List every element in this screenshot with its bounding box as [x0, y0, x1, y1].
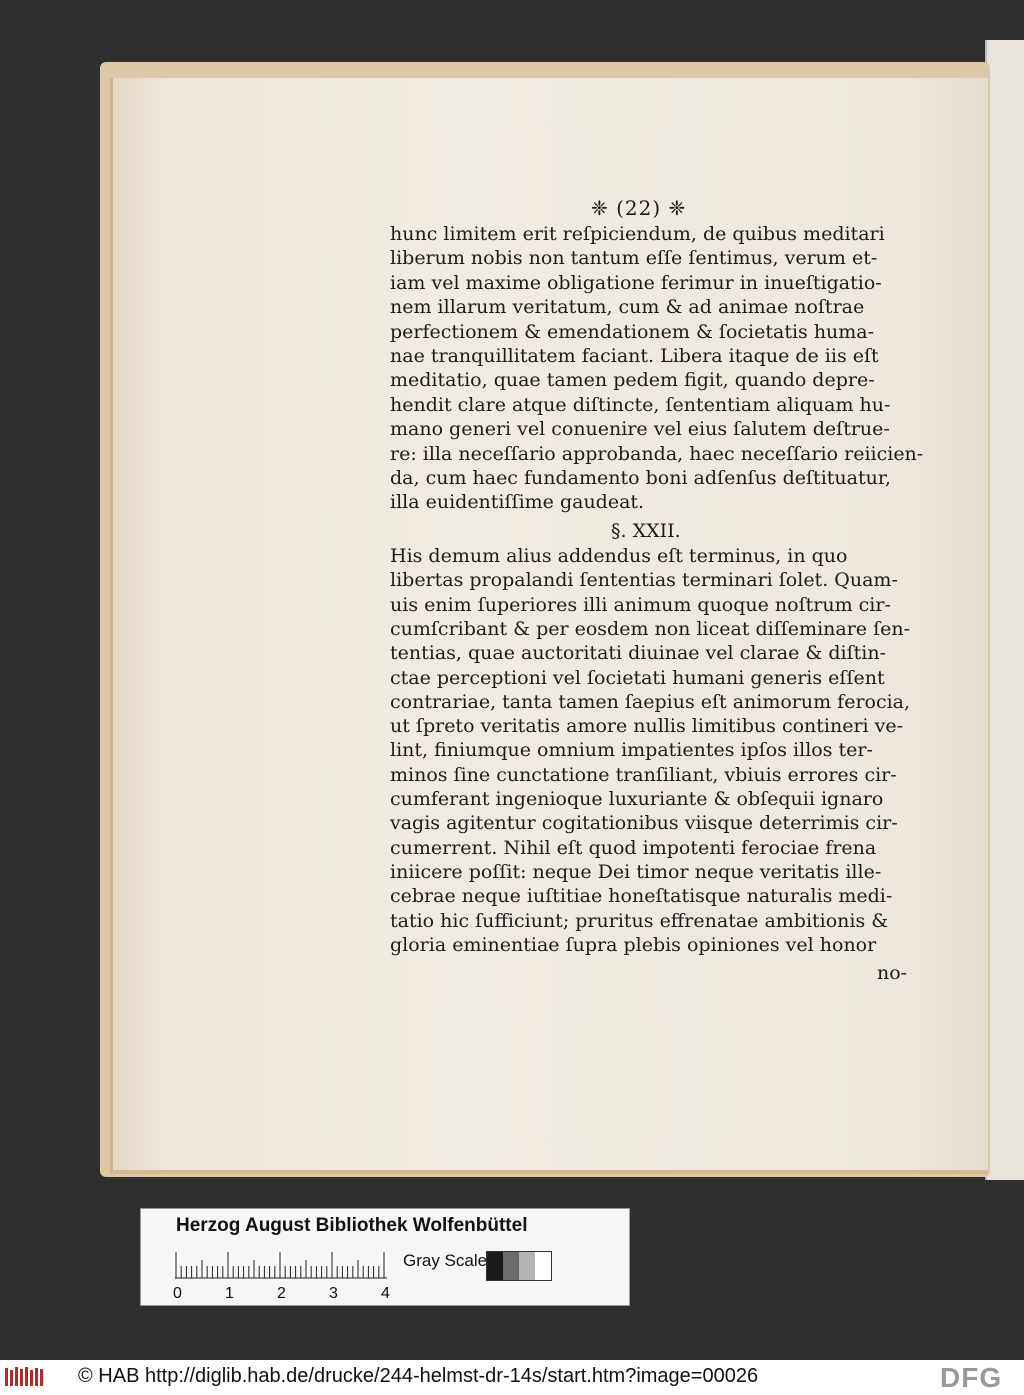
ruler-number: 4 — [381, 1285, 390, 1302]
text-line: iniicere poſſit: neque Dei timor neque veritatis ille- — [390, 860, 882, 883]
text-line: iam vel maxime obligatione ferimur in inueſtigatio- — [390, 271, 882, 294]
text-line: nae tranquillitatem faciant. Libera itaque de iis eſt — [390, 345, 879, 367]
text-line: liberum nobis non tantum eſſe ſentimus, verum et- — [390, 247, 878, 270]
footer-bar — [0, 1360, 1024, 1395]
text-line: mano generi vel conuenire vel eius ſalutem deſtrue- — [390, 418, 890, 441]
ruler-number: 0 — [173, 1285, 182, 1302]
text-line: minos ſine cunctatione tranſiliant, vbiuis errores cir- — [390, 763, 897, 786]
text-line: illa euidentiſſime gaudeat. — [390, 491, 645, 514]
text-line: tentias, quae auctoritati diuinae vel clarae & diſtin- — [390, 642, 886, 665]
text-line: cebrae neque iuſtitiae honeſtatisque naturalis medi- — [390, 885, 893, 908]
ruler-number: 3 — [329, 1285, 338, 1302]
ruler-scale — [175, 1251, 387, 1279]
text-line: hendit clare atque diſtincte, ſententiam aliquam hu- — [390, 393, 891, 416]
text-line: His demum alius addendus eſt terminus, in quo — [390, 545, 848, 567]
text-line: contrariae, tanta tamen ſaepius eſt animorum ferocia, — [390, 690, 911, 713]
adjacent-page-edge — [985, 40, 1024, 1180]
hab-logo-icon — [4, 1366, 46, 1388]
text-line: lint, finiumque omnium impatientes ipſos illos ter- — [390, 739, 873, 762]
catchword: no- — [877, 962, 908, 984]
gray-swatch-cell — [519, 1252, 535, 1280]
source-link[interactable]: © HAB http://diglib.hab.de/drucke/244-helmst-dr-14s/start.htm?image=00026 — [78, 1365, 759, 1387]
dfg-logo: DFG — [940, 1362, 1003, 1393]
text-line: ctae perceptioni vel ſocietati humani generis eſſent — [390, 666, 885, 689]
gray-swatch-cell — [503, 1252, 519, 1280]
text-line: tatio hic ſufficiunt; pruritus effrenatae ambitionis & — [390, 909, 889, 932]
text-line: cumſcribant & per eosdem non liceat diſſeminare ſen- — [390, 617, 911, 640]
gray-swatch-cell — [487, 1252, 503, 1280]
ruler-number: 2 — [277, 1285, 286, 1302]
text-line: cumerrent. Nihil eſt quod impotenti ferociae frena — [390, 836, 877, 859]
ruler-number: 1 — [225, 1285, 234, 1302]
gray-scale-swatch — [486, 1251, 552, 1281]
text-line: cumferant ingenioque luxuriante & obſequii ignaro — [390, 788, 884, 810]
text-line: re: illa neceſſario approbanda, haec neceſſario reiicien- — [390, 442, 924, 465]
text-line: vagis agitentur cogitationibus viisque deterrimis cir- — [390, 812, 898, 835]
color-reference-card — [140, 1208, 630, 1306]
text-line: libertas propalandi ſententias terminari ſolet. Quam- — [390, 569, 898, 592]
library-name: Herzog August Bibliothek Wolfenbüttel — [176, 1215, 528, 1236]
gray-swatch-cell — [535, 1252, 551, 1280]
text-line: uis enim ſuperiores illi animum quoque noſtrum cir- — [390, 593, 891, 616]
text-line: hunc limitem erit reſpiciendum, de quibus meditari — [390, 223, 885, 245]
gray-scale-label: Gray Scale — [403, 1251, 488, 1270]
text-line: gloria eminentiae ſupra plebis opiniones vel honor — [390, 933, 877, 956]
text-line: perfectionem & emendationem & ſocietatis huma- — [390, 320, 875, 343]
page-header: ❈ (22) ❈ — [591, 196, 687, 220]
text-line: meditatio, quae tamen pedem figit, quando depre- — [390, 369, 875, 392]
text-line: nem illarum veritatum, cum & ad animae noſtrae — [390, 296, 865, 319]
section-heading: §. XXII. — [611, 520, 681, 542]
text-line: da, cum haec fundamento boni adſenſus deſtituatur, — [390, 467, 891, 489]
text-line: ut ſpreto veritatis amore nullis limitibus contineri ve- — [390, 715, 904, 738]
